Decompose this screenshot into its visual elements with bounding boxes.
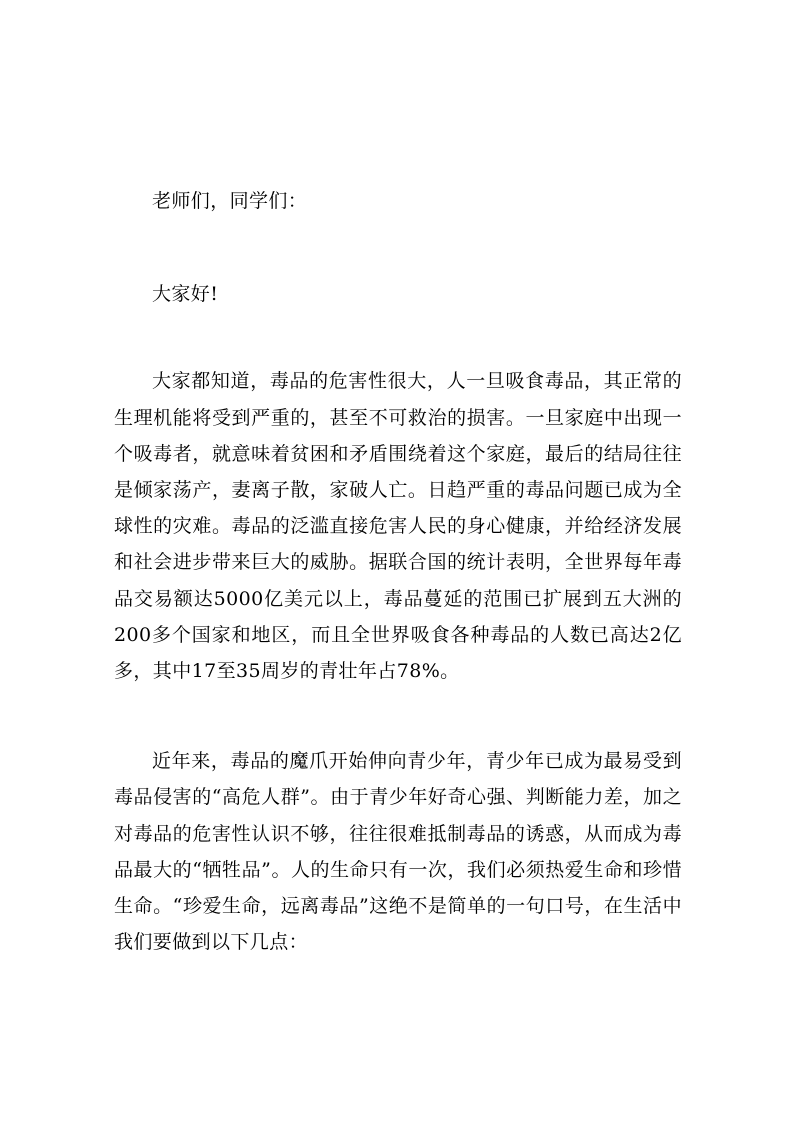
document-body [114, 183, 682, 960]
paragraph-youth-risk: 近年来，毒品的魔爪开始伸向青少年，青少年已成为最易受到毒品侵害的“高危人群”。由于青少年好奇心强、判断能力差，加之对毒品的危害性认识不够，往往很难抵制毒品的诱惑，从而成为毒品最大的“牺牲品”。人的生命只有一次，我们必须热爱生命和珍惜生命。“珍爱生命，远离毒品”这绝不是简单的一句口号，在生活中我们要做到以下几点： [114, 750, 682, 954]
hello-line: 大家好! [152, 283, 219, 306]
paragraph-drug-harm: 大家都知道，毒品的危害性很大，人一旦吸食毒品，其正常的生理机能将受到严重的，甚至不可救治的损害。一旦家庭中出现一个吸毒者，就意味着贫困和矛盾围绕着这个家庭，最后的结局往往是倾家荡产，妻离子散，家破人亡。日趋严重的毒品问题已成为全球性的灾难。毒品的泛滥直接危害人民的身心健康，并给经济发展和社会进步带来巨大的威胁。据联合国的统计表明，全世界每年毒品交易额达5000亿美元以上，毒品蔓延的范围已扩展到五大洲的200多个国家和地区，而且全世界吸食各种毒品的人数已高达2亿多，其中17至35周岁的青壮年占78%。 [114, 370, 682, 683]
greeting-line: 老师们，同学们： [152, 190, 308, 212]
